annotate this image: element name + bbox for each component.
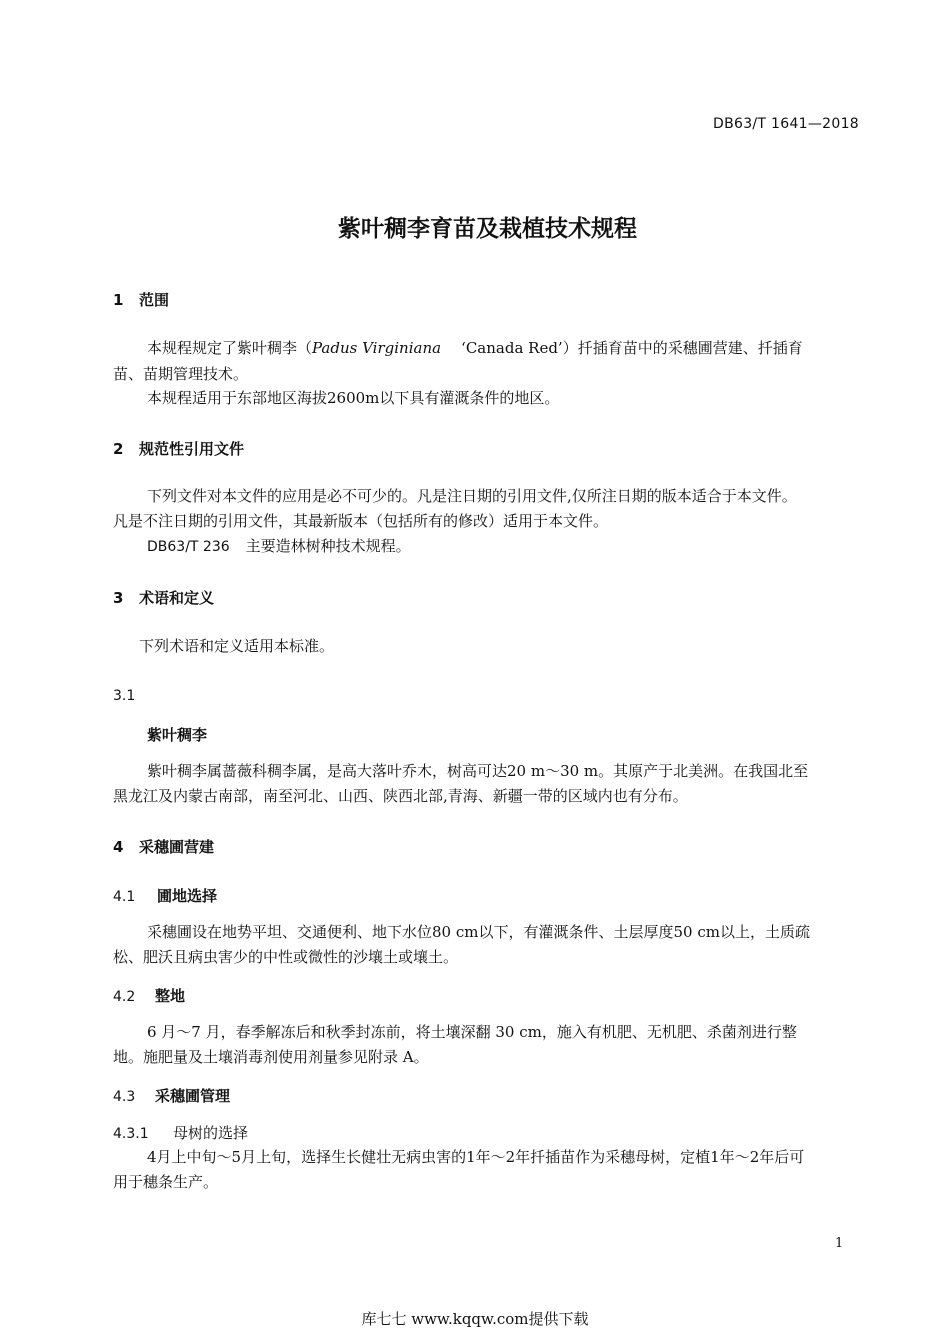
subsection-number: 4.3.1 [113, 1126, 149, 1142]
section-3-heading [113, 587, 214, 608]
subsection-4-1-heading [113, 885, 217, 906]
subsection-title: 整地 [155, 987, 186, 1005]
paragraph: 采穗圃设在地势平坦、交通便利、地下水位80 cm以下，有灌溉条件、土层厚度50 cm以上，土质疏 [147, 923, 810, 941]
section-title: 规范性引用文件 [139, 440, 245, 458]
reference-title: 主要造林树种技术规程。 [245, 537, 411, 555]
paragraph-continuation: 用于穗条生产。 [113, 1173, 219, 1191]
subsection-number: 4.2 [113, 989, 136, 1005]
cultivar-name: ‘Canada Red’ [461, 339, 563, 357]
page-number: 1 [835, 1236, 844, 1251]
subsection-title: 采穗圃管理 [155, 1087, 231, 1105]
paragraph-continuation: 凡是不注日期的引用文件，其最新版本（包括所有的修改）适用于本文件。 [113, 512, 609, 530]
paragraph: 下列文件对本文件的应用是必不可少的。凡是注日期的引用文件,仅所注日期的版本适合于本文件。 [147, 487, 797, 505]
term-definition: 紫叶稠李属蔷薇科稠李属，是高大落叶乔木，树高可达20 m～30 m。其原产于北美洲。在我国北至 [147, 762, 809, 780]
subsection-title: 母树的选择 [173, 1124, 249, 1142]
section-4-heading [113, 836, 214, 857]
reference-code: DB63/T 236 [147, 539, 230, 555]
paragraph-continuation: 松、肥沃且病虫害少的中性或微性的沙壤土或壤土。 [113, 948, 459, 966]
subsection-number: 4.1 [113, 889, 136, 905]
section-1-heading [113, 289, 169, 310]
document-code: DB63/T 1641—2018 [713, 116, 859, 132]
term-title: 紫叶稠李 [147, 726, 208, 744]
subsection-4-3-1-heading [113, 1122, 248, 1143]
subsection-4-3-heading [113, 1085, 230, 1106]
subsection-4-2-heading [113, 985, 185, 1006]
latin-name: Padus Virginiana [312, 339, 442, 357]
document-title: 紫叶稠李育苗及栽植技术规程 [338, 216, 637, 242]
footer-source-text: 库七七 www.kqqw.com提供下载 [361, 1310, 589, 1328]
section-number: 2 [113, 440, 124, 458]
section-number: 1 [113, 291, 124, 309]
section-title: 范围 [139, 291, 170, 309]
section-number: 4 [113, 838, 124, 856]
paragraph: 4月上中旬～5月上旬，选择生长健壮无病虫害的1年～2年扦插苗作为采穗母树，定植1年～2年后可 [147, 1148, 805, 1166]
paragraph: 下列术语和定义适用本标准。 [139, 637, 335, 655]
subsection-3-1-number: 3.1 [113, 688, 136, 704]
paragraph-continuation: 地。施肥量及土壤消毒剂使用剂量参见附录 A。 [113, 1048, 429, 1066]
subsection-number: 4.3 [113, 1089, 136, 1105]
normative-reference [147, 536, 411, 557]
text-run: 本规程规定了紫叶稠李（ [147, 339, 313, 357]
paragraph-continuation: 苗、苗期管理技术。 [113, 365, 249, 383]
paragraph: 本规程适用于东部地区海拔2600m以下具有灌溉条件的地区。 [147, 389, 560, 407]
paragraph-continuation: 黑龙江及内蒙古南部，南至河北、山西、陕西北部,青海、新疆一带的区域内也有分布。 [113, 787, 688, 805]
section-title: 术语和定义 [139, 589, 215, 607]
paragraph: 6 月～7 月，春季解冻后和秋季封冻前，将土壤深翻 30 cm，施入有机肥、无机肥、杀菌剂进行整 [147, 1023, 797, 1041]
subsection-title: 圃地选择 [157, 887, 218, 905]
section-number: 3 [113, 589, 124, 607]
text-run: ）扦插育苗中的采穗圃营建、扦插育 [562, 339, 803, 357]
paragraph [147, 338, 803, 358]
section-title: 采穗圃营建 [139, 838, 215, 856]
section-2-heading [113, 438, 244, 459]
